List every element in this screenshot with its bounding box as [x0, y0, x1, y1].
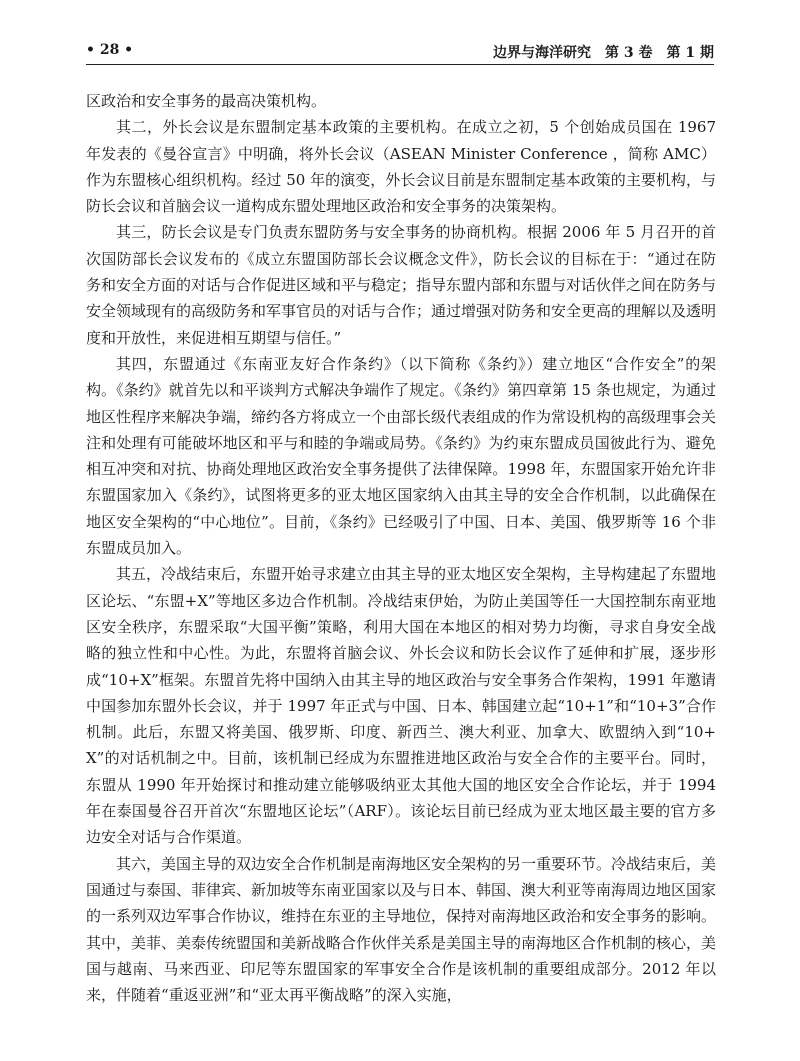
paragraph-second: 其二，外长会议是东盟制定基本政策的主要机构。在成立之初，5 个创始成员国在 1967 年发表的《曼谷宣言》中明确，将外长会议（ASEAN Minister Conference ，简称 AMC）作为东盟核心组织机构。经过 50 年的演变，外长会议目前是东盟制定基本政策的主要机构，与防长会议和首脑会议一道构成东盟处理地区政治和安全事务的决策架构。 [86, 118, 716, 216]
paragraph-continued: 区政治和安全事务的最高决策机构。 [86, 92, 327, 110]
paragraph-third: 其三，防长会议是专门负责东盟防务与安全事务的协商机构。根据 2006 年 5 月召开的首次国防部长会议发布的《成立东盟国防部长会议概念文件》，防长会议的目标在于：“通过在防务和安全方面的对话与合作促进区域和平与稳定；指导东盟内部和东盟与对话伙伴之间在防务与安全领域现有的高级防务和军事官员的对话与合作；通过增强对防务和安全更高的理解以及透明度和开放性，来促进相互期望与信任。” [86, 223, 717, 347]
running-header [86, 40, 714, 65]
journal-title: 边界与海洋研究 第 3 卷 第 1 期 [493, 45, 714, 61]
article-body [86, 88, 716, 1008]
paragraph-fifth: 其五，冷战结束后，东盟开始寻求建立由其主导的亚太地区安全架构，主导构建起了东盟地区论坛、“东盟+X”等地区多边合作机制。冷战结束伊始，为防止美国等任一大国控制东南亚地区安全秩序，东盟采取“大国平衡”策略，利用大国在本地区的相对势力均衡，寻求自身安全战略的独立性和中心性。为此，东盟将首脑会议、外长会议和防长会议作了延伸和扩展，逐步形成“10+X”框架。东盟首先将中国纳入由其主导的地区政治与安全事务合作架构，1991 年邀请中国参加东盟外长会议，并于 1997 年正式与中国、日本、韩国建立起“10+1”和“10+3”合作机制。此后，东盟又将美国、俄罗斯、印度、新西兰、澳大利亚、加拿大、欧盟纳入到“10+X”的对话机制之中。目前，该机制已经成为东盟推进地区政治与安全合作的主要平台。同时，东盟从 1990 年开始探讨和推动建立能够吸纳亚太其他大国的地区安全合作论坛，并于 1994 年在泰国曼谷召开首次“东盟地区论坛”（ARF）。该论坛目前已经成为亚太地区最主要的官方多边安全对话与合作渠道。 [86, 565, 717, 847]
paragraph-fourth: 其四，东盟通过《东南亚友好合作条约》（以下简称《条约》）建立地区“合作安全”的架构。《条约》就首先以和平谈判方式解决争端作了规定。《条约》第四章第 15 条也规定，为通过地区性程序来解决争端，缔约各方将成立一个由部长级代表组成的作为常设机构的高级理事会关注和处理有可能破坏地区和平与和睦的争端或局势。《条约》为约束东盟成员国彼此行为、避免相互冲突和对抗、协商处理地区政治安全事务提供了法律保障。1998 年，东盟国家开始允许非东盟国家加入《条约》，试图将更多的亚太地区国家纳入由其主导的安全合作机制，以此确保在地区安全架构的“中心地位”。目前，《条约》已经吸引了中国、日本、美国、俄罗斯等 16 个非东盟成员加入。 [86, 354, 717, 558]
paragraph-sixth: 其六，美国主导的双边安全合作机制是南海地区安全架构的另一重要环节。冷战结束后，美国通过与泰国、菲律宾、新加坡等东南亚国家以及与日本、韩国、澳大利亚等南海周边地区国家的一系列双边军事合作协议，维持在东亚的主导地位，保持对南海地区政治和安全事务的影响。其中，美菲、美泰传统盟国和美新战略合作伙伴关系是美国主导的南海地区合作机制的核心，美国与越南、马来西亚、印尼等东盟国家的军事安全合作是该机制的重要组成部分。2012 年以来，伴随着“重返亚洲”和“亚太再平衡战略”的深入实施， [86, 854, 717, 1005]
page-number: • 28 • [86, 42, 134, 58]
